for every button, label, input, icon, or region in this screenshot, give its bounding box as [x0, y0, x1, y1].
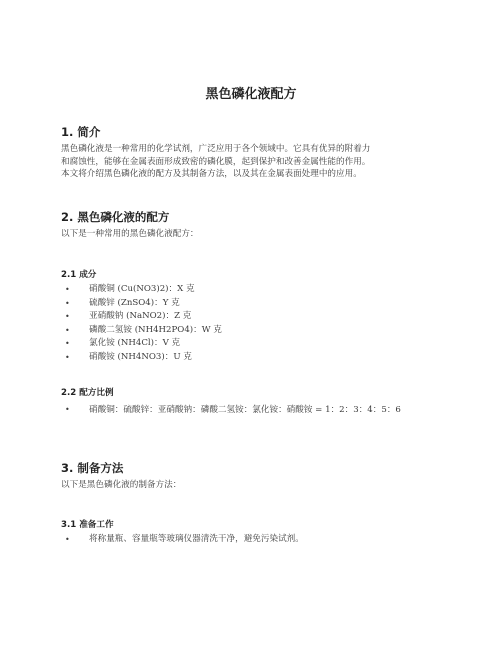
- list-item-text: 硝酸铜 (Cu(NO3)2)：X 克: [89, 284, 195, 294]
- list-item-text: 硝酸铜：硫酸锌：亚硝酸钠：磷酸二氢铵：氯化铵：硝酸铵 = 1：2：3：4：5：6: [89, 405, 401, 415]
- preparation-intro-text: 以下是黑色磷化液的制备方法：: [61, 480, 182, 490]
- paragraph-line: 黑色磷化液是一种常用的化学试剂，广泛应用于各个领域中。它具有优异的附着力: [61, 144, 371, 154]
- document-title: 黑色磷化液配方: [205, 87, 297, 102]
- prep-work-list: [61, 533, 451, 547]
- list-item-text: 氯化铵 (NH4Cl)：V 克: [89, 338, 181, 348]
- list-item-text: 硝酸铵 (NH4NO3)：U 克: [89, 351, 192, 362]
- intro-paragraph: [61, 143, 451, 181]
- list-item: [61, 533, 451, 547]
- paragraph-line: 和腐蚀性，能够在金属表面形成致密的磷化膜，起到保护和改善金属性能的作用。: [61, 156, 371, 167]
- list-item: [61, 283, 451, 297]
- bullet-icon: •: [65, 405, 70, 414]
- section-heading-intro: 1. 简介: [61, 125, 101, 139]
- subsection-heading-prep-work: 3.1 准备工作: [61, 520, 114, 530]
- bullet-icon: •: [65, 352, 70, 362]
- list-item-text: 硫酸锌 (ZnSO4)：Y 克: [89, 297, 180, 308]
- list-item: [61, 403, 451, 417]
- list-item: [61, 351, 451, 365]
- list-item-text: 亚硝酸钠 (NaNO2)：Z 克: [89, 311, 192, 321]
- bullet-icon: •: [65, 298, 70, 308]
- list-item-text: 将称量瓶、容量瓶等玻璃仪器清洗干净，避免污染试剂。: [89, 534, 304, 544]
- bullet-icon: •: [65, 312, 70, 321]
- list-item-text: 磷酸二氢铵 (NH4H2PO4)：W 克: [89, 324, 222, 335]
- ingredients-list: [61, 283, 451, 364]
- subsection-heading-ingredients: 2.1 成分: [61, 270, 97, 280]
- bullet-icon: •: [65, 325, 70, 335]
- preparation-intro: [61, 479, 451, 492]
- section-heading-preparation: 3. 制备方法: [61, 461, 124, 475]
- bullet-icon: •: [65, 285, 70, 294]
- list-item: [61, 337, 451, 351]
- formula-intro: [61, 228, 451, 241]
- list-item: [61, 297, 451, 311]
- section-heading-formula: 2. 黑色磷化液的配方: [61, 210, 170, 224]
- bullet-icon: •: [65, 535, 70, 544]
- paragraph-line: 本文将介绍黑色磷化液的配方及其制备方法，以及其在金属表面处理中的应用。: [61, 169, 362, 179]
- list-item: [61, 310, 451, 324]
- bullet-icon: •: [65, 339, 70, 348]
- list-item: [61, 324, 451, 338]
- subsection-heading-ratio: 2.2 配方比例: [61, 388, 114, 398]
- formula-intro-text: 以下是一种常用的黑色磷化液配方：: [61, 229, 199, 239]
- ratio-list: [61, 403, 451, 417]
